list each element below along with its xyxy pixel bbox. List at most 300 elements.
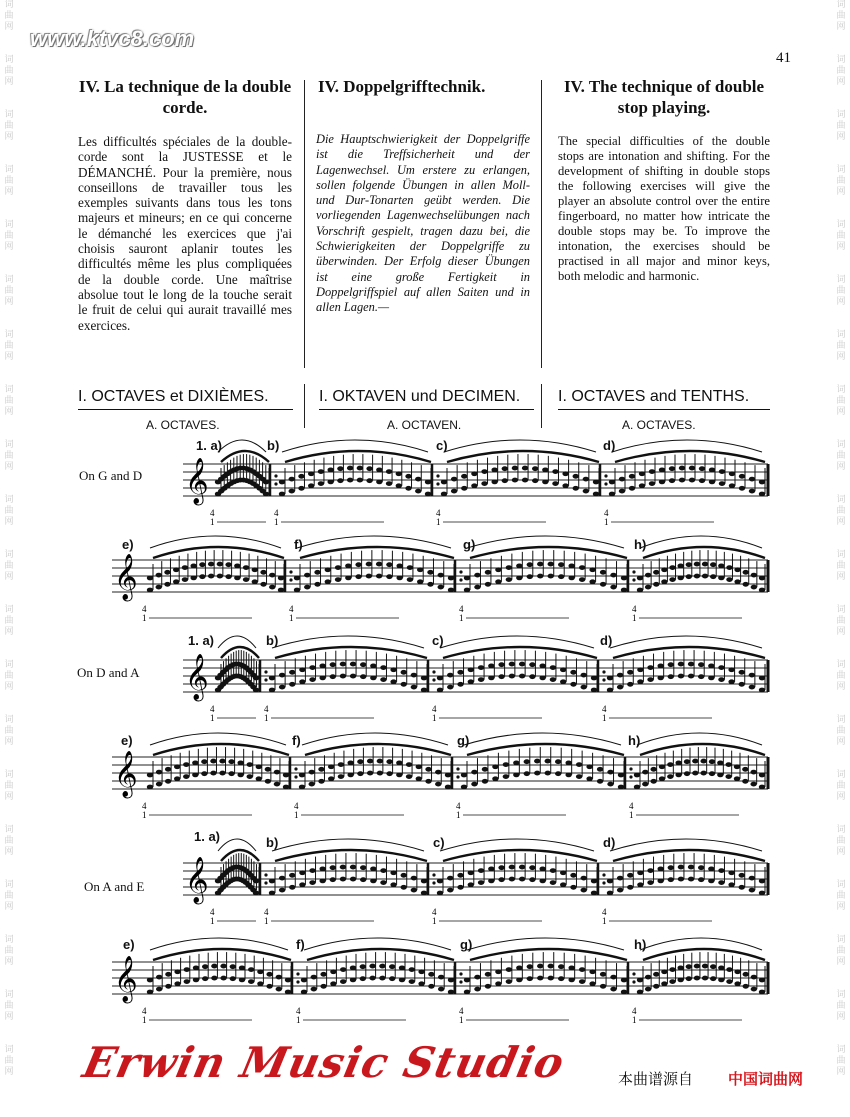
note-head (581, 685, 587, 690)
note-head (269, 688, 275, 693)
note-head (482, 767, 488, 772)
note-head (345, 563, 351, 568)
subheader-french: A. OCTAVES. (146, 418, 220, 432)
exercise-mark: b) (266, 835, 279, 850)
note-head (667, 774, 673, 779)
note-head (211, 976, 217, 981)
note-head (386, 759, 392, 764)
note-head (376, 574, 382, 579)
note-head (759, 785, 765, 790)
note-head (502, 478, 508, 483)
note-head (345, 575, 351, 580)
note-head (739, 682, 745, 687)
note-head (330, 981, 336, 986)
note-head (482, 779, 488, 784)
note-beam (470, 547, 627, 558)
note-head (702, 976, 708, 981)
note-head (589, 981, 595, 986)
note-head (542, 467, 548, 472)
note-head (702, 574, 708, 579)
repeat-dot (602, 873, 605, 876)
exercise-mark: e) (123, 937, 135, 952)
note-head (337, 478, 343, 483)
note-head (360, 877, 366, 882)
sidebar-watermark-left: 词 曲 网 词 曲 网 词 曲 网 词 曲 网 词 曲 网 词 曲 网 词 曲 网 词 曲 网 词 曲 网 词 曲 网 词 曲 网 词 曲 网 词 曲 网 词 曲 网 词 曲 网 词 曲 网 词 曲 网 词 曲 网 词 曲 网 词 曲 网 (4, 0, 14, 1077)
note-head (503, 762, 509, 767)
note-head (164, 570, 170, 575)
note-head (568, 563, 574, 568)
note-head (165, 767, 171, 772)
note-head (498, 662, 504, 667)
note-beam (643, 949, 765, 960)
note-head (366, 466, 372, 471)
note-head (485, 582, 491, 587)
note-head (340, 877, 346, 882)
note-head (471, 782, 477, 787)
note-head (318, 779, 324, 784)
note-head (645, 975, 651, 980)
note-head (425, 767, 431, 772)
note-head (718, 563, 724, 568)
note-head (350, 877, 356, 882)
note-head (529, 877, 535, 882)
note-head (219, 771, 225, 776)
note-head (478, 677, 484, 682)
note-head (447, 685, 453, 690)
note-head (637, 667, 643, 672)
note-head (495, 969, 501, 974)
repeat-dot (264, 881, 267, 884)
note-head (478, 868, 484, 873)
note-head (461, 785, 467, 790)
note-head (396, 471, 402, 476)
note-head (279, 480, 285, 485)
repeat-dot (274, 482, 277, 485)
note-head (219, 759, 225, 764)
note-head (285, 990, 291, 995)
note-head (750, 782, 756, 787)
note-head (396, 483, 402, 488)
note-head (304, 573, 310, 578)
note-head (474, 573, 480, 578)
note-head (360, 674, 366, 679)
note-head (617, 685, 623, 690)
note-head (495, 981, 501, 986)
fingering-top: 4 (456, 801, 461, 811)
note-head (728, 679, 734, 684)
repeat-dot (456, 767, 459, 770)
note-head (586, 764, 592, 769)
note-head (174, 776, 180, 781)
note-head (415, 477, 421, 482)
treble-clef-icon: 𝄞 (185, 458, 209, 504)
exercise-mark: c) (433, 835, 445, 850)
note-head (550, 677, 556, 682)
note-head (416, 776, 422, 781)
note-head (147, 978, 153, 983)
note-head (498, 877, 504, 882)
note-head (647, 880, 653, 885)
note-head (621, 588, 627, 593)
note-head (464, 990, 470, 995)
note-head (421, 879, 427, 884)
note-head (558, 574, 564, 579)
note-head (657, 878, 663, 883)
note-head (184, 967, 190, 972)
note-head (396, 563, 402, 568)
note-head (688, 674, 694, 679)
fingering-top: 4 (432, 907, 437, 917)
note-beam (305, 744, 451, 755)
note-head (579, 577, 585, 582)
note-head (407, 565, 413, 570)
repeat-dot (274, 474, 277, 477)
note-head (298, 486, 304, 491)
note-head (659, 467, 665, 472)
note-head (411, 876, 417, 881)
note-head (147, 990, 153, 995)
note-head (464, 978, 470, 983)
note-head (679, 466, 685, 471)
note-head (700, 771, 706, 776)
note-head (506, 979, 512, 984)
note-head (629, 486, 635, 491)
note-head (749, 477, 755, 482)
note-head (418, 969, 424, 974)
note-head (562, 471, 568, 476)
note-head (734, 764, 740, 769)
section-header-text: I. OKTAVEN und DECIMEN. (319, 388, 521, 405)
note-head (471, 483, 477, 488)
note-head (347, 760, 353, 765)
note-head (294, 576, 300, 581)
note-head (438, 987, 444, 992)
note-head (600, 570, 606, 575)
note-head (694, 976, 700, 981)
note-head (710, 562, 716, 567)
note-head (657, 675, 663, 680)
note-head (396, 772, 402, 777)
note-head (743, 570, 749, 575)
note-head (555, 771, 561, 776)
note-head (347, 772, 353, 777)
note-head (320, 984, 326, 989)
note-head (709, 771, 715, 776)
fingering-bottom: 1 (142, 613, 147, 623)
note-head (386, 574, 392, 579)
note-head (325, 579, 331, 584)
note-head (689, 466, 695, 471)
note-head (699, 466, 705, 471)
note-head (253, 879, 259, 884)
note-head (474, 987, 480, 992)
page-number: 41 (776, 50, 791, 66)
note-head (726, 979, 732, 984)
note-head (498, 674, 504, 679)
note-head (710, 976, 716, 981)
fingering-bottom: 1 (629, 810, 634, 820)
note-head (301, 990, 307, 995)
note-head (192, 760, 198, 765)
note-head (637, 882, 643, 887)
note-head (548, 964, 554, 969)
note-head (265, 767, 271, 772)
note-head (319, 878, 325, 883)
note-head (537, 574, 543, 579)
exercise-mark: f) (292, 733, 301, 748)
note-head (562, 483, 568, 488)
note-head (474, 975, 480, 980)
note-head (411, 673, 417, 678)
note-head (686, 976, 692, 981)
note-head (314, 582, 320, 587)
note-head (435, 770, 441, 775)
exercise-mark: 1. a) (188, 633, 215, 648)
note-head (367, 759, 373, 764)
note-head (437, 879, 443, 884)
note-head (534, 759, 540, 764)
note-beam (447, 451, 599, 462)
note-head (700, 759, 706, 764)
note-head (370, 663, 376, 668)
note-head (340, 865, 346, 870)
note-head (534, 771, 540, 776)
note-head (645, 573, 651, 578)
note-head (478, 665, 484, 670)
note-head (202, 976, 208, 981)
note-head (437, 688, 443, 693)
note-head (366, 478, 372, 483)
note-head (583, 489, 589, 494)
note-head (256, 764, 262, 769)
note-head (318, 481, 324, 486)
note-head (513, 772, 519, 777)
note-head (308, 471, 314, 476)
note-head (309, 782, 315, 787)
repeat-dot (602, 670, 605, 673)
note-head (418, 981, 424, 986)
repeat-dot (432, 873, 435, 876)
note-head (661, 969, 667, 974)
exercise-mark: d) (603, 835, 616, 850)
note-beam (221, 647, 259, 658)
note-head (637, 576, 643, 581)
note-head (698, 865, 704, 870)
note-head (468, 870, 474, 875)
note-head (248, 967, 254, 972)
note-head (478, 880, 484, 885)
note-head (448, 990, 454, 995)
note-head (379, 976, 385, 981)
note-head (650, 767, 656, 772)
note-head (653, 972, 659, 977)
fingering-bottom: 1 (604, 517, 609, 527)
note-head (539, 663, 545, 668)
note-head (347, 466, 353, 471)
note-head (299, 785, 305, 790)
note-head (389, 964, 395, 969)
treble-clef-icon: 𝄞 (185, 857, 209, 903)
fingering-bottom: 1 (456, 810, 461, 820)
note-head (621, 978, 627, 983)
note-head (659, 776, 665, 781)
note-beam (275, 850, 427, 861)
note-head (243, 577, 249, 582)
fingering-top: 4 (294, 801, 299, 811)
note-head (527, 964, 533, 969)
note-head (347, 478, 353, 483)
note-head (481, 481, 487, 486)
note-head (461, 773, 467, 778)
column-body-french: Les difficultés spéciales de la double-corde sont la JUSTESSE et le DÉMANCHÉ. Pour la première, nous conseillons de travailler tous les exemples suivants dans tous les tons majeurs et mineurs; en ce qui concerne le démanché les exercices que j'ai choisis sauront aplanir toutes les difficultés même les plus compliquées de la double corde. Une maîtrise absolue tout le long de la touche serait le fruit de celui qui aurait travaillé mes exercices. (78, 134, 292, 333)
note-head (389, 976, 395, 981)
note-head (228, 771, 234, 776)
note-head (405, 474, 411, 479)
repeat-dot (432, 678, 435, 681)
repeat-dot (459, 578, 462, 581)
note-head (570, 682, 576, 687)
note-head (340, 967, 346, 972)
note-head (464, 588, 470, 593)
string-label: On G and D (79, 468, 143, 483)
note-head (156, 585, 162, 590)
note-head (668, 674, 674, 679)
note-head (759, 676, 765, 681)
note-head (411, 888, 417, 893)
note-head (301, 978, 307, 983)
note-head (743, 972, 749, 977)
note-head (570, 873, 576, 878)
note-head (597, 767, 603, 772)
repeat-dot (629, 775, 632, 778)
note-head (548, 976, 554, 981)
treble-clef-icon: 𝄞 (114, 956, 138, 1002)
note-head (734, 969, 740, 974)
note-head (725, 762, 731, 767)
note-head (579, 565, 585, 570)
exercise-mark: d) (600, 633, 613, 648)
note-head (406, 762, 412, 767)
fingering-bottom: 1 (459, 1015, 464, 1025)
note-head (607, 676, 613, 681)
repeat-dot (289, 570, 292, 573)
note-head (491, 479, 497, 484)
note-head (193, 965, 199, 970)
note-beam (613, 850, 765, 861)
note-head (457, 885, 463, 890)
note-head (725, 774, 731, 779)
exercise-mark: c) (436, 438, 448, 453)
note-head (639, 471, 645, 476)
note-head (576, 774, 582, 779)
note-head (350, 662, 356, 667)
note-head (239, 977, 245, 982)
fingering-top: 4 (436, 508, 441, 518)
note-head (156, 573, 162, 578)
note-head (407, 577, 413, 582)
note-head (597, 779, 603, 784)
note-head (421, 676, 427, 681)
note-head (210, 771, 216, 776)
note-head (669, 577, 675, 582)
note-head (182, 577, 188, 582)
note-head (498, 865, 504, 870)
site-watermark: www.ktvc8.com (30, 26, 195, 51)
fingering-top: 4 (602, 907, 607, 917)
note-head (607, 688, 613, 693)
note-head (579, 979, 585, 984)
note-head (678, 674, 684, 679)
note-head (694, 562, 700, 567)
note-head (634, 773, 640, 778)
note-head (350, 977, 356, 982)
note-head (437, 676, 443, 681)
note-head (749, 685, 755, 690)
fingering-top: 4 (432, 704, 437, 714)
note-head (529, 865, 535, 870)
note-head (617, 673, 623, 678)
note-head (509, 674, 515, 679)
note-head (759, 773, 765, 778)
note-head (642, 770, 648, 775)
note-head (380, 665, 386, 670)
note-head (366, 562, 372, 567)
note-head (506, 577, 512, 582)
repeat-dot (432, 881, 435, 884)
note-head (698, 662, 704, 667)
repeat-dot (459, 980, 462, 983)
note-head (438, 585, 444, 590)
note-head (591, 676, 597, 681)
note-head (581, 888, 587, 893)
note-head (299, 773, 305, 778)
note-head (502, 466, 508, 471)
note-head (415, 489, 421, 494)
column-title-french: IV. La technique de la double corde. (78, 77, 292, 117)
note-head (669, 979, 675, 984)
note-head (617, 888, 623, 893)
note-head (263, 480, 269, 485)
note-head (734, 981, 740, 986)
note-head (335, 577, 341, 582)
exercise-mark: g) (463, 537, 476, 552)
fingering-top: 4 (142, 801, 147, 811)
note-head (474, 585, 480, 590)
repeat-dot (432, 670, 435, 673)
note-head (360, 662, 366, 667)
note-head (438, 573, 444, 578)
note-head (568, 965, 574, 970)
note-head (607, 770, 613, 775)
note-head (355, 562, 361, 567)
note-head (686, 574, 692, 579)
fingering-bottom: 1 (210, 713, 215, 723)
note-head (678, 865, 684, 870)
note-beam (470, 949, 627, 960)
note-head (591, 879, 597, 884)
note-head (726, 577, 732, 582)
note-head (425, 779, 431, 784)
note-head (228, 759, 234, 764)
note-head (199, 562, 205, 567)
note-head (338, 774, 344, 779)
note-head (427, 582, 433, 587)
note-head (386, 469, 392, 474)
note-head (401, 885, 407, 890)
note-head (234, 575, 240, 580)
note-head (558, 964, 564, 969)
note-head (369, 964, 375, 969)
